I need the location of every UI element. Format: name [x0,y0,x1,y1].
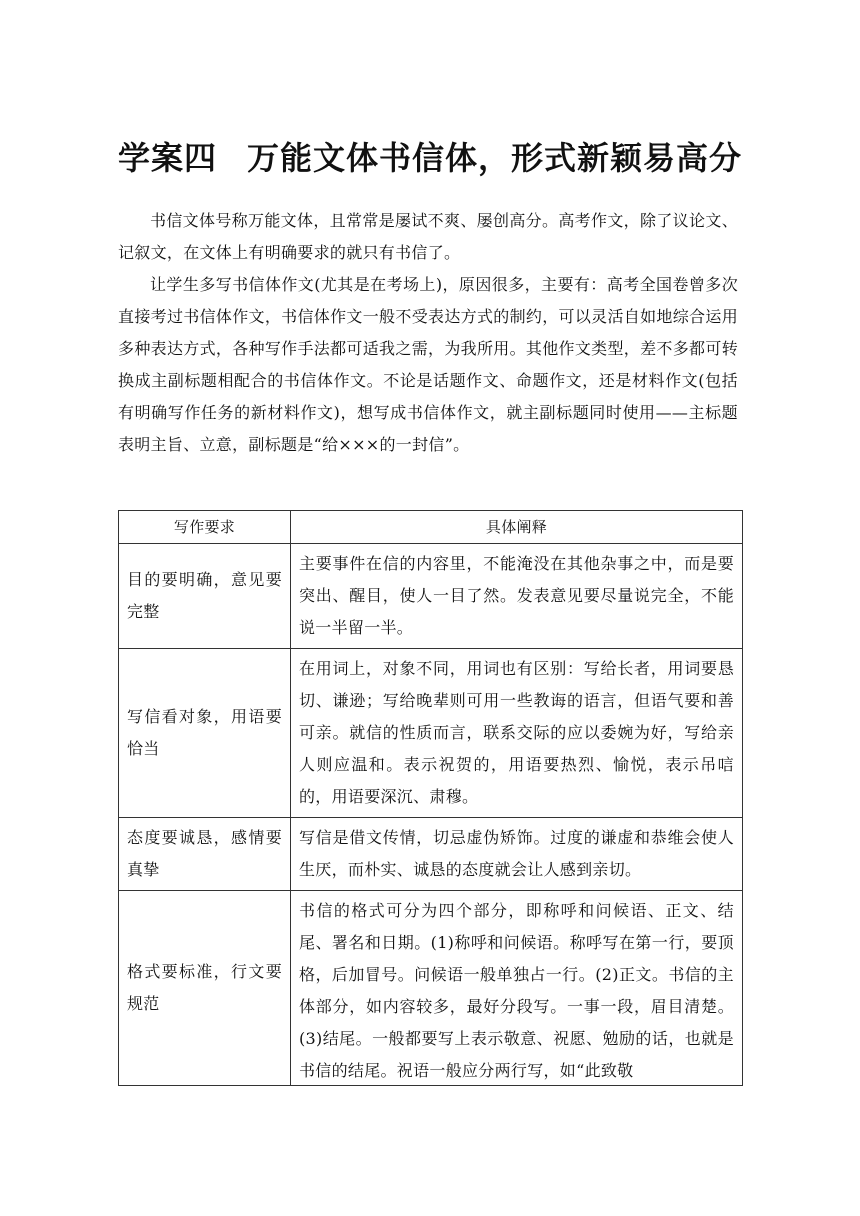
writing-requirements-table [118,510,743,1086]
explanation-cell: 主要事件在信的内容里，不能淹没在其他杂事之中，而是要突出、醒目，使人一目了然。发表意见要尽量说完全，不能说一半留一半。 [291,544,743,649]
header-requirement: 写作要求 [119,511,291,544]
paragraph: 书信文体号称万能文体，且常常是屡试不爽、屡创高分。高考作文，除了议论文、记叙文，在文体上有明确要求的就只有书信了。 [118,211,738,262]
explanation-cell: 书信的格式可分为四个部分，即称呼和问候语、正文、结尾、署名和日期。(1)称呼和问候语。称呼写在第一行，要顶格，后加冒号。问候语一般单独占一行。(2)正文。书信的主体部分，如内容较多，最好分段写。一事一段，眉目清楚。(3)结尾。一般都要写上表示敬意、祝愿、勉励的话，也就是书信的结尾。祝语一般应分两行写，如“此致敬 [299,901,734,1080]
intro-text [118,205,738,461]
title-part-2: 万能文体书信体，形式新颖易高分 [247,139,743,177]
explanation-cell: 写信是借文传情，切忌虚伪矫饰。过度的谦虚和恭维会使人生厌，而朴实、诚恳的态度就会让人感到亲切。 [291,818,743,891]
requirement-cell: 写信看对象，用语要恰当 [119,649,291,818]
requirement-cell: 目的要明确，意见要完整 [119,544,291,649]
title-part-1: 学案四 [118,139,218,177]
paragraph: 让学生多写书信体作文(尤其是在考场上)，原因很多，主要有：高考全国卷曾多次直接考过书信体作文，书信体作文一般不受表达方式的制约，可以灵活自如地综合运用多种表达方式，各种写作手法都可适我之需，为我所用。其他作文类型，差不多都可转换成主副标题相配合的书信体作文。不论是话题作文、命题作文，还是材料作文(包括有明确写作任务的新材料作文)，想写成书信体作文，就主副标题同时使用——主标题表明主旨、立意，副标题是“给×××的一封信”。 [118,275,738,454]
table-row [119,818,743,891]
header-explanation: 具体阐释 [291,511,743,544]
table-header-row [119,511,743,544]
requirement-cell: 态度要诚恳，感情要真挚 [119,818,291,891]
requirement-cell: 格式要标准，行文要规范 [127,962,282,1013]
explanation-cell: 在用词上，对象不同，用词也有区别：写给长者，用词要恳切、谦逊；写给晚辈则可用一些教诲的语言，但语气要和善可亲。就信的性质而言，联系交际的应以委婉为好，写给亲人则应温和。表示祝贺的，用语要热烈、愉悦，表示吊唁的，用语要深沉、肃穆。 [291,649,743,818]
page-title [118,134,742,182]
table-row [119,544,743,649]
table-row [119,891,743,1086]
table-row [119,649,743,818]
